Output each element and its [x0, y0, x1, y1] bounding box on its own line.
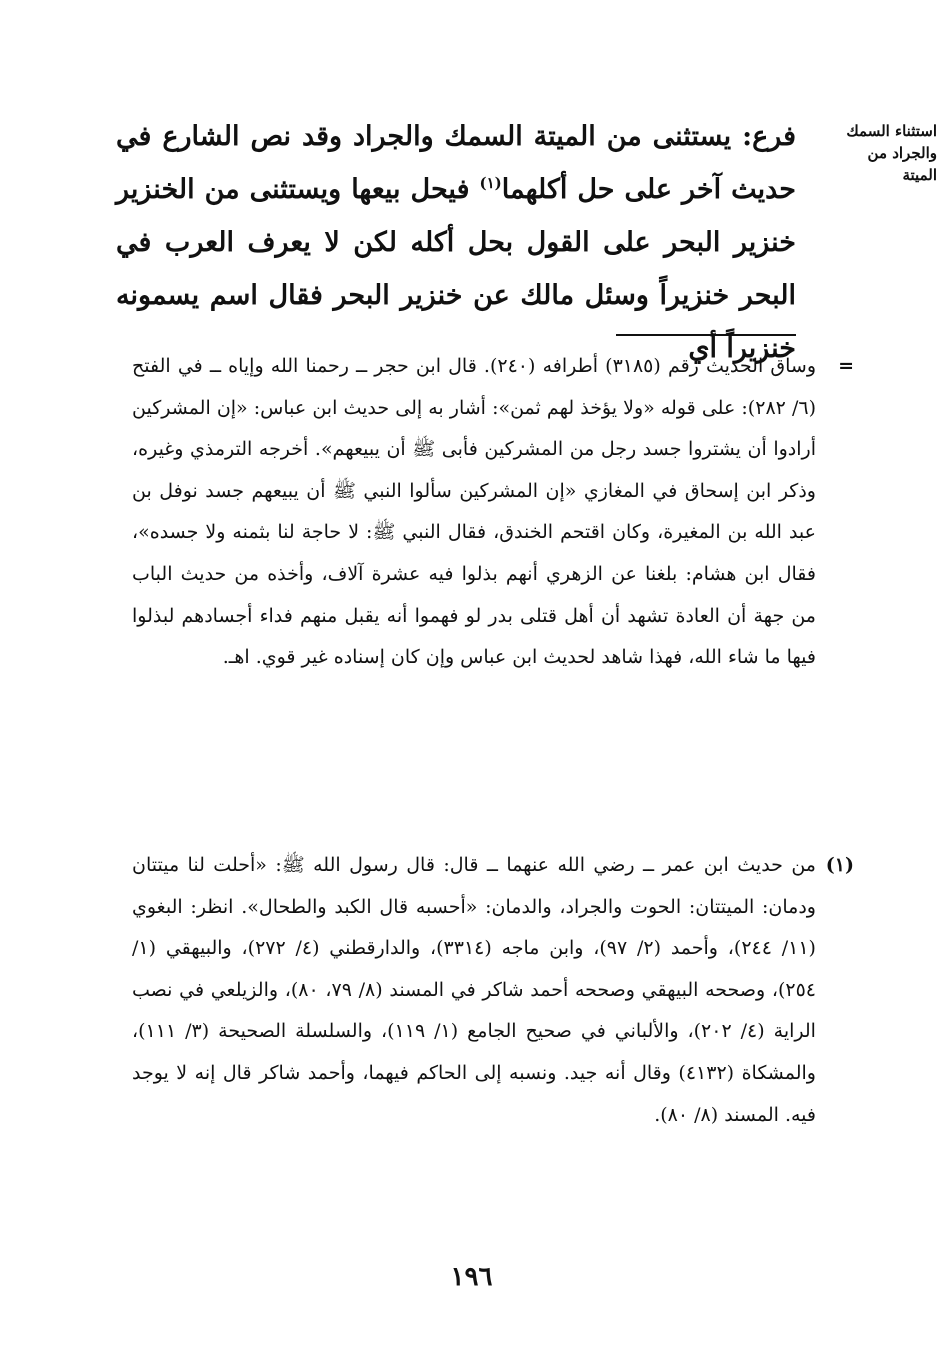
footnote-text: من حديث ابن عمر ــ رضي الله عنهما ــ قال: قال رسول الله ﷺ: «أحلت لنا ميتتان ودمان: الميتتان: الحوت والجراد، والدمان: «أحسبه قال الكبد والطحال». انظر: البغوي (١١/ ٢٤٤)، وأحمد (٢/ ٩٧)، وابن ماجه (٣٣١٤)، والدارقطني (٤/ ٢٧٢)، والبيهقي (١/ ٢٥٤)، وصححه البيهقي وصححه أحمد شاكر في المسند (٨/ ٧٩، ٨٠)، والزيلعي في نصب الراية (٤/ ٢٠٢)، والألباني في صحيح الجامع (١/ ١١٩)، والسلسلة الصحيحة (٣/ ١١١)، والمشكاة (٤١٣٢) وقال أنه جيد. ونسبه إلى الحاكم فيهما، وأحمد شاكر قال إنه لا يوجد فيه. المسند (٨/ ٨٠). — [132, 854, 816, 1126]
footnote-separator — [616, 334, 796, 336]
margin-note-line: الميتة — [902, 166, 937, 184]
page-number: ١٩٦ — [450, 1262, 493, 1292]
margin-note-line: والجراد من — [867, 144, 937, 162]
footnote-marker: (١) — [825, 854, 854, 876]
margin-note-line: استثناء السمك — [846, 122, 937, 140]
footnote-continuation — [116, 346, 854, 679]
main-text-part: فيحل بيعها ويستثنى من الخنزير خنزير البحر على القول بحل أكله لكن لا يعرف العرب في البحر خنزيراً وسئل مالك عن خنزير البحر فقال اسم يسمونه خنزيراً أي — [116, 174, 796, 364]
footnote-text: وساق الحديث رقم (٣١٨٥) أطرافه (٢٤٠). قال ابن حجر ــ رحمنا الله وإياه ــ في الفتح (٦/ ٢٨٢): على قوله «ولا يؤخذ لهم ثمن»: أشار به إلى حديث ابن عباس: «إن المشركين أرادوا أن يشتروا جسد رجل من المشركين فأبى ﷺ أن يبيعهم». أخرجه الترمذي وغيره، وذكر ابن إسحاق في المغازي «إن المشركين سألوا النبي ﷺ أن يبيعهم جسد نوفل بن عبد الله بن المغيرة، وكان اقتحم الخندق، فقال النبي ﷺ: لا حاجة لنا بثمنه ولا جسده»، فقال ابن هشام: بلغنا عن الزهري أنهم بذلوا فيه عشرة آلاف، وأخذه من حديث الباب من جهة أن العادة تشهد أن أهل قتلى بدر لو فهموا أنه يقبل منهم فداء أجسادهم لبذلوا فيها ما شاء الله، فهذا شاهد لحديث ابن عباس وإن كان إسناده غير قوي. اهـ. — [132, 355, 817, 669]
footnote-continuation-marker: = — [838, 355, 854, 377]
margin-note — [837, 120, 937, 186]
footnote-reference[interactable]: (١) — [479, 174, 502, 192]
main-text-part: فرع: يستثنى من الميتة السمك والجراد وقد نص الشارع في حديث آخر على حل أكلهما — [116, 121, 796, 205]
footnote-1 — [116, 845, 854, 1136]
